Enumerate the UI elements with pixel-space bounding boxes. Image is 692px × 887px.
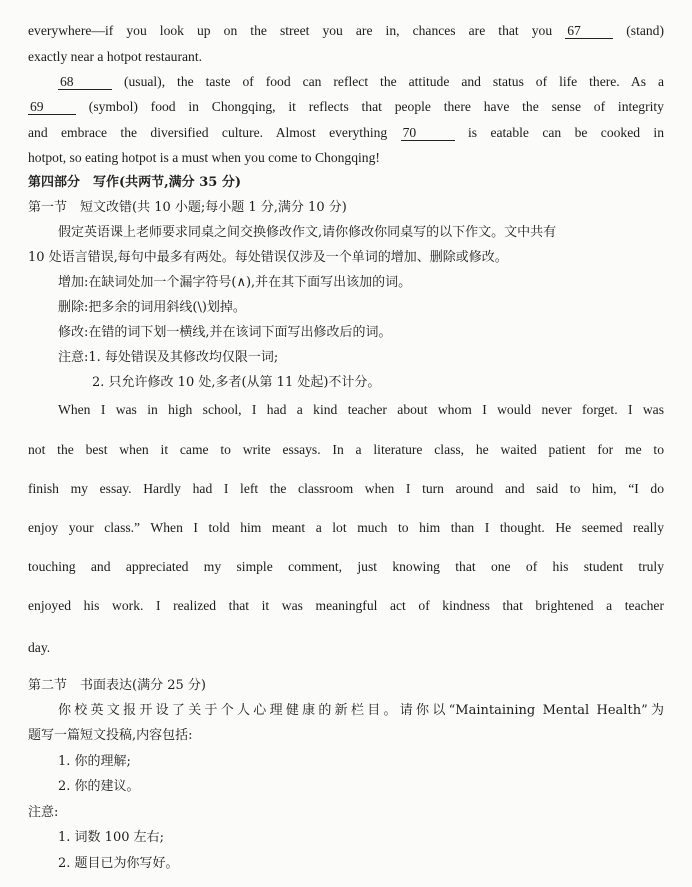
section1-note-1: 注意:1. 每处错误及其修改均仅限一词; bbox=[58, 350, 279, 365]
blank-70: 70 bbox=[401, 126, 455, 141]
part4-heading: 第四部分 写作(共两节,满分 35 分) bbox=[28, 175, 241, 190]
section2-intro-1: 你校英文报开设了关于个人心理健康的新栏目。请你以“Maintaining Mental Health”为 bbox=[58, 703, 664, 718]
section2-title: 第二节 书面表达(满分 25 分) bbox=[28, 678, 206, 693]
rule-modify: 修改:在错的词下划一横线,并在该词下面写出修改后的词。 bbox=[58, 325, 392, 340]
essay-line-3: finish my essay. Hardly had I left the classroom when I turn around and said to him, “I do bbox=[28, 481, 664, 496]
rule-delete: 删除:把多余的词用斜线(\)划掉。 bbox=[58, 300, 246, 315]
blank-68: 68 bbox=[58, 75, 112, 90]
passage-line-5: and embrace the diversified culture. Almost everything 70 is eatable can be cooked in bbox=[28, 125, 664, 140]
section1-intro-2: 10 处语言错误,每句中最多有两处。每处错误仅涉及一个单词的增加、删除或修改。 bbox=[28, 250, 508, 265]
passage-line-3: 68 (usual), the taste of food can reflect the attitude and status of life there. As a bbox=[60, 74, 664, 89]
passage-line-6: hotpot, so eating hotpot is a must when you come to Chongqing! bbox=[28, 150, 380, 165]
essay-line-5: touching and appreciated my simple comment, just knowing that one of his student truly bbox=[28, 559, 664, 574]
rule-add: 增加:在缺词处加一个漏字符号(∧),并在其下面写出该加的词。 bbox=[58, 275, 412, 290]
passage-line-1: everywhere—if you look up on the street you are in, chances are that you 67 (stand) bbox=[28, 23, 664, 38]
section2-intro-2: 题写一篇短文投稿,内容包括: bbox=[28, 728, 193, 743]
section2-note-1: 1. 词数 100 左右; bbox=[58, 830, 164, 845]
section1-intro-1: 假定英语课上老师要求同桌之间交换修改作文,请你修改你同桌写的以下作文。文中共有 bbox=[58, 225, 557, 240]
section2-item-2: 2. 你的建议。 bbox=[58, 779, 140, 794]
essay-line-1: When I was in high school, I had a kind teacher about whom I would never forget. I was bbox=[58, 402, 664, 417]
section2-note-2: 2. 题目已为你写好。 bbox=[58, 856, 179, 871]
blank-67: 67 bbox=[565, 24, 613, 39]
section2-item-1: 1. 你的理解; bbox=[58, 754, 131, 769]
passage-line-2: exactly near a hotpot restaurant. bbox=[28, 49, 202, 64]
section1-title: 第一节 短文改错(共 10 小题;每小题 1 分,满分 10 分) bbox=[28, 200, 347, 215]
section1-note-2: 2. 只允许修改 10 处,多者(从第 11 处起)不计分。 bbox=[92, 375, 381, 390]
blank-69: 69 bbox=[28, 100, 76, 115]
passage-line-4: 69 (symbol) food in Chongqing, it reflects that people there have the sense of integrity bbox=[30, 99, 664, 114]
essay-line-4: enjoy your class.” When I told him meant a lot much to him than I thought. He seemed really bbox=[28, 520, 664, 535]
essay-line-6: enjoyed his work. I realized that it was meaningful act of kindness that brightened a teacher bbox=[28, 598, 664, 613]
section2-note-label: 注意: bbox=[28, 805, 59, 820]
essay-line-2: not the best when it came to write essays. In a literature class, he waited patient for me to bbox=[28, 442, 664, 457]
essay-line-7: day. bbox=[28, 640, 51, 655]
